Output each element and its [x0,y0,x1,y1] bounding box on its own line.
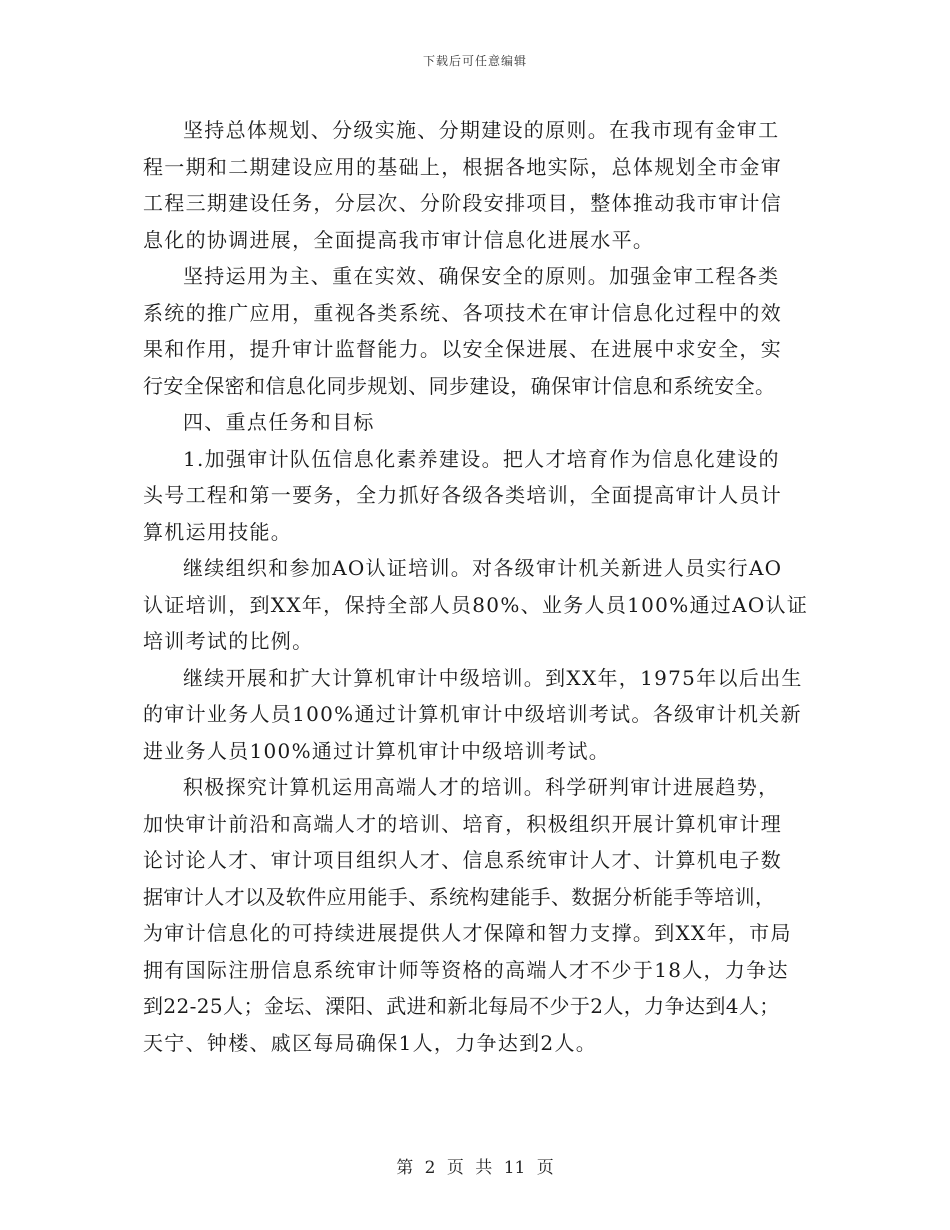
text-line: 算机运用技能。 [143,519,293,544]
text-line: 积极探究计算机运用高端人才的培训。科学研判审计进展趋势， [183,775,780,799]
text-line: 息化的协调进展，全面提高我市审计信息化进展水平。 [143,227,655,252]
text-line: 进业务人员100%通过计算机审计中级培训考试。 [143,738,611,763]
text-line: 培训考试的比例。 [143,629,314,653]
text-line: 的审计业务人员100%通过计算机审计中级培训考试。各级审计机关新 [143,702,802,726]
text-line: 加快审计前沿和高端人才的培训、培育，积极组织开展计算机审计理 [143,811,782,836]
text-line: 认证培训，到XX年，保持全部人员80%、业务人员100%通过AO认证 [143,592,809,617]
page-footer: 第 2 页 共 11 页 [396,1158,554,1178]
text-line: 系统的推广应用，重视各类系统、各项技术在审计信息化过程中的效 [143,300,782,325]
text-line: 行安全保密和信息化同步规划、同步建设，确保审计信息和系统安全。 [143,373,776,398]
text-line: 程一期和二期建设应用的基础上，根据各地实际，总体规划全市金审 [143,154,782,179]
page-header: 下载后可任意编辑 [422,54,527,68]
text-line: 拥有国际注册信息系统审计师等资格的高端人才不少于18人，力争达 [143,957,789,982]
document-body [143,112,813,1061]
text-line: 天宁、钟楼、戚区每局确保1人，力争达到2人。 [143,1030,598,1055]
text-line: 果和作用，提升审计监督能力。以安全保进展、在进展中求安全，实 [143,337,782,361]
text-line: 坚持总体规划、分级实施、分期建设的原则。在我市现有金审工 [183,118,780,142]
section-heading: 四、重点任务和目标 [183,410,375,434]
text-line: 工程三期建设任务，分层次、分阶段安排项目，整体推动我市审计信 [143,191,782,215]
text-line: 坚持运用为主、重在实效、确保安全的原则。加强金审工程各类 [183,264,780,288]
text-line: 头号工程和第一要务，全力抓好各级各类培训，全面提高审计人员计 [143,483,782,507]
text-line: 论讨论人才、审计项目组织人才、信息系统审计人才、计算机电子数 [143,848,782,872]
text-line: 到22-25人；金坛、溧阳、武进和新北每局不少于2人，力争达到4人； [143,994,780,1018]
text-line: 1.加强审计队伍信息化素养建设。把人才培育作为信息化建设的 [183,446,780,471]
text-line: 继续组织和参加AO认证培训。对各级审计机关新进人员实行AO [183,556,783,580]
text-line: 继续开展和扩大计算机审计中级培训。到XX年，1975年以后出生 [183,665,803,690]
text-line: 据审计人才以及软件应用能手、系统构建能手、数据分析能手等培训， [143,884,776,909]
text-line: 为审计信息化的可持续进展提供人才保障和智力支撑。到XX年，市局 [143,921,792,945]
